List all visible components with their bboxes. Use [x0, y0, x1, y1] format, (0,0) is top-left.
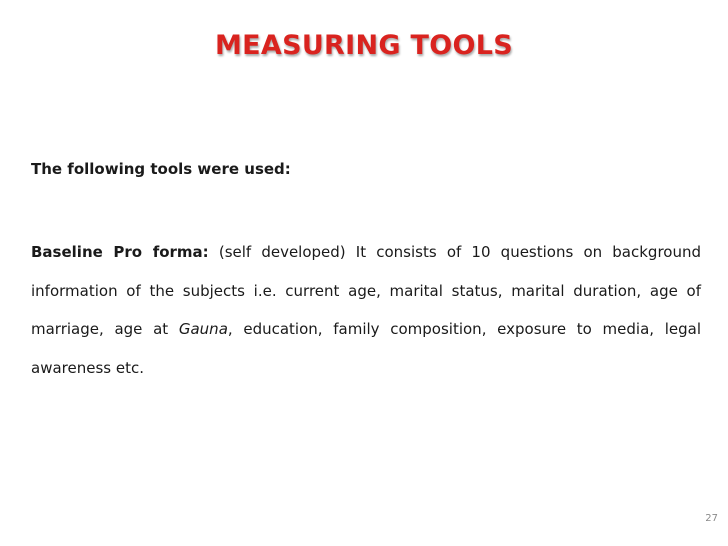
paragraph-text-1: (self developed) It consists of 10 questions on background information of the subjects i.e. current age, marital status, marital duration, age of marriage, age at [31, 243, 701, 338]
paragraph-italic-term: Gauna [178, 320, 228, 338]
baseline-paragraph [31, 233, 701, 387]
slide-title: MEASURING TOOLS [214, 30, 514, 61]
paragraph-lead: Baseline Pro forma: [31, 243, 209, 261]
page-number: 27 [705, 513, 718, 524]
paragraph-text-2: , education, family composition, exposure to media, legal awareness etc. [31, 320, 701, 377]
intro-text: The following tools were used: [31, 160, 291, 178]
